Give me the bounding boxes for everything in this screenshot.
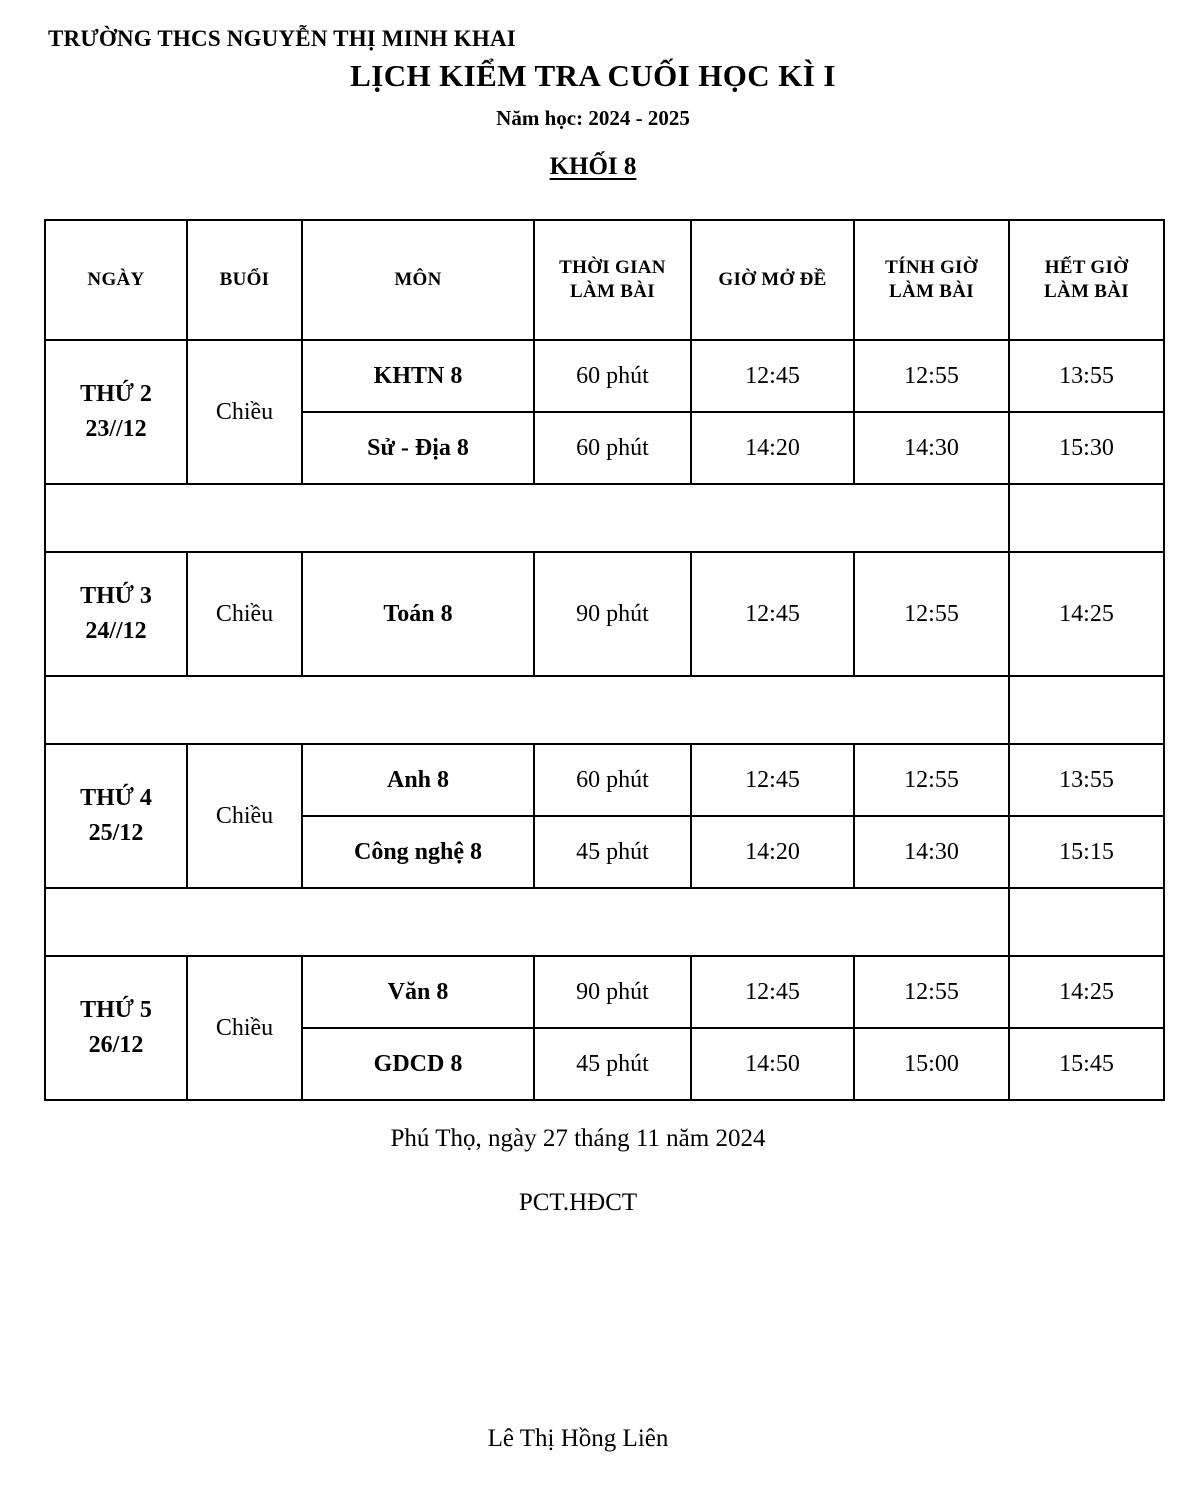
end-time-cell: 15:30 [1009,412,1164,484]
open-time-cell: 12:45 [691,552,854,676]
start-time-cell: 14:30 [854,412,1009,484]
subject-cell: KHTN 8 [302,340,534,412]
day-line2: 23//12 [85,416,147,442]
day-line2: 25/12 [88,820,144,846]
school-year: Năm học: 2024 - 2025 [496,106,690,130]
duration-cell: 60 phút [534,340,691,412]
start-time-cell: 14:30 [854,816,1009,888]
grade-label: KHỐI 8 [549,153,637,180]
day-cell [45,552,187,676]
duration-cell: 60 phút [534,412,691,484]
open-time-cell: 12:45 [691,340,854,412]
end-time-cell: 15:45 [1009,1028,1164,1100]
spacer-cell-left [45,484,1009,552]
column-header-thoi-gian-lam-bai [534,220,691,340]
table-row [45,744,1164,816]
day-cell [45,744,187,888]
duration-cell: 45 phút [534,816,691,888]
start-time-cell: 12:55 [854,340,1009,412]
open-time-cell: 12:45 [691,956,854,1028]
open-time-cell: 14:20 [691,412,854,484]
duration-cell: 90 phút [534,956,691,1028]
session-cell: Chiều [187,744,302,888]
day-line1: THỨ 3 [80,583,152,610]
exam-schedule-table [44,219,1165,1101]
column-header-line1: THỜI GIAN [559,257,666,279]
title-block [44,58,1142,181]
session-cell: Chiều [187,552,302,676]
spacer-row [45,676,1164,744]
start-time-cell: 12:55 [854,552,1009,676]
duration-cell: 45 phút [534,1028,691,1100]
day-cell [45,340,187,484]
table-row [45,956,1164,1028]
duration-cell: 60 phút [534,744,691,816]
start-time-cell: 15:00 [854,1028,1009,1100]
table-body [45,340,1164,1100]
spacer-row [45,888,1164,956]
column-header-gio-mo-de: GIỜ MỞ ĐỀ [691,220,854,340]
day-line1: THỨ 5 [80,997,152,1024]
spacer-cell-left [45,676,1009,744]
end-time-cell: 14:25 [1009,956,1164,1028]
subject-cell: Toán 8 [302,552,534,676]
signature-name: Lê Thị Hồng Liên [487,1425,669,1452]
subject-cell: Văn 8 [302,956,534,1028]
column-header-line1: TÍNH GIỜ [885,257,978,279]
day-line2: 26/12 [88,1032,144,1058]
column-header-tinh-gio-lam-bai [854,220,1009,340]
school-name: TRƯỜNG THCS NGUYỄN THỊ MINH KHAI [48,26,516,51]
table-header [45,220,1164,340]
open-time-cell: 14:20 [691,816,854,888]
day-cell [45,956,187,1100]
spacer-cell-right [1009,676,1164,744]
subject-cell: Anh 8 [302,744,534,816]
open-time-cell: 14:50 [691,1028,854,1100]
spacer-cell-right [1009,484,1164,552]
day-line1: THỨ 2 [80,381,152,408]
signature-place-date: Phú Thọ, ngày 27 tháng 11 năm 2024 [390,1125,766,1152]
spacer-cell-left [45,888,1009,956]
table-row [45,552,1164,676]
start-time-cell: 12:55 [854,744,1009,816]
end-time-cell: 13:55 [1009,744,1164,816]
open-time-cell: 12:45 [691,744,854,816]
column-header-line2: LÀM BÀI [1044,281,1129,302]
subject-cell: GDCD 8 [302,1028,534,1100]
column-header-mon: MÔN [302,220,534,340]
subject-cell: Công nghệ 8 [302,816,534,888]
column-header-line2: LÀM BÀI [889,281,974,302]
signature-block [44,1125,1142,1453]
subject-cell: Sử - Địa 8 [302,412,534,484]
spacer-cell-right [1009,888,1164,956]
end-time-cell: 15:15 [1009,816,1164,888]
session-cell: Chiều [187,340,302,484]
day-line1: THỨ 4 [80,785,152,812]
column-header-het-gio-lam-bai [1009,220,1164,340]
day-line2: 24//12 [85,618,147,644]
end-time-cell: 14:25 [1009,552,1164,676]
spacer-row [45,484,1164,552]
start-time-cell: 12:55 [854,956,1009,1028]
signature-role: PCT.HĐCT [518,1189,638,1216]
duration-cell: 90 phút [534,552,691,676]
column-header-line1: HẾT GIỜ [1044,257,1129,279]
column-header-ngay: NGÀY [45,220,187,340]
page-title: LỊCH KIỂM TRA CUỐI HỌC KÌ I [350,58,836,93]
table-row [45,340,1164,412]
end-time-cell: 13:55 [1009,340,1164,412]
column-header-buoi: BUỔI [187,220,302,340]
column-header-line2: LÀM BÀI [570,281,655,302]
table-header-row [45,220,1164,340]
session-cell: Chiều [187,956,302,1100]
